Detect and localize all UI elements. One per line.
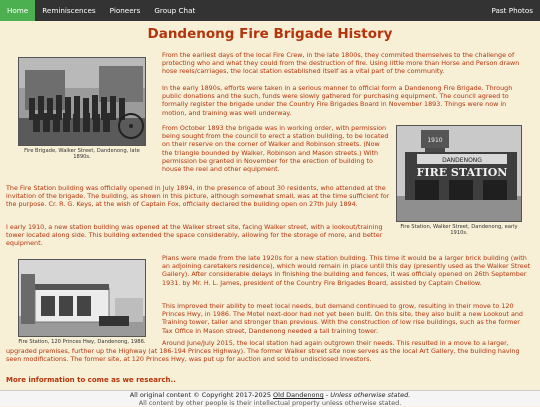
- nav-home[interactable]: Home: [0, 0, 35, 21]
- figure-fire-brigade-1890s: [18, 57, 146, 161]
- nav-reminiscences[interactable]: Reminiscences: [42, 6, 96, 15]
- paragraph-1890s-formation: In the early 1890s, efforts were taken in a serious manner to official form a Dandenong Fire Brigade. Through public donations and the such, funds were slowly gathered for purchasing equipment. The council agreed to formally register the brigade under the Country Fire Brigades Board in November 1893. Things were now in motion, and training was well underway.: [162, 84, 513, 117]
- footer-suffix: - Unless otherwise stated.: [323, 391, 411, 399]
- paragraph-october-1893: From October 1893 the brigade was in working order, with permission being sought from the council to erect a station building, to be located on their reserve on the corner of Walker and Robinson streets. (Now the triangle bounded by Walker, Robinson and Mason streets.) With permission be granted in November for the erection of building to house the reel and other equipment.: [162, 124, 389, 174]
- page-title: Dandenong Fire Brigade History: [147, 26, 393, 42]
- fire-station-photo-image: [397, 126, 522, 221]
- footer-prefix: All original content © Copyright 2017-2025: [129, 391, 274, 399]
- figure-caption: Fire Station, 120 Princes Hwy, Dandenong, 1986.: [18, 339, 146, 345]
- nav-group-chat[interactable]: Group Chat: [154, 6, 196, 15]
- figure-caption: Fire Station, Walker Street, Dandenong, early 1910s.: [400, 224, 518, 237]
- paragraph-move-2015: Around June/July 2015, the local station had again outgrown their needs. This resulted in a move to a larger, upgraded premises, further up the Highway (at 186-194 Princes Highway). The former Walker street site now serves as the local Art Gallery, the building having seen modifications. The former site, at 120 Princes Hwy, was put up for auction and sold to undisclosed investors.: [6, 339, 520, 364]
- fire-station-town-text: DANDENONG: [442, 157, 482, 164]
- paragraph-brick-building-1931: Plans were made from the late 1920s for a new station building. This time it would be a larger brick building (with an adjoining caretakers residence), which would remain in place until this day (presently used as the Walker Street Gallery). After considerable delays in finishing the building and fences, it was officialy opened on 26th September 1931. by Mr. H. L. James, president of the Country Fire Brigades Board, assisted by Captain Chellow.: [162, 254, 531, 287]
- nav-past-photos[interactable]: Past Photos: [491, 6, 533, 15]
- nav-spacer: [202, 0, 484, 21]
- fire-brigade-photo[interactable]: [18, 57, 146, 146]
- fire-station-1986-photo[interactable]: [18, 259, 146, 337]
- paragraph-new-building-1910: I early 1910, a new station building was opened at the Walker street site, facing Walker street, with a lookout/training tower located along side. This building extended the space considerably, allowing for the storage of more, and better equipment.: [6, 223, 383, 248]
- more-information-note: More information to come as we research..: [6, 376, 176, 384]
- footer-site-link[interactable]: Old Dandenong: [273, 391, 324, 399]
- fire-station-photo[interactable]: [396, 125, 522, 222]
- footer-ip-note: All content by other people is their intellectual property unless otherwise stated.: [138, 399, 402, 407]
- figure-fire-station-1986: [18, 259, 146, 345]
- fire-station-sign-text: FIRE STATION: [416, 166, 508, 179]
- footer-copyright: [0, 391, 540, 399]
- figure-caption: Fire Brigade, Walker Street, Dandenong, late 1890s.: [24, 148, 140, 161]
- fire-station-year-text: 1910: [427, 137, 443, 144]
- top-nav: [0, 0, 540, 21]
- paragraph-station-opened-1894: The Fire Station building was officially opened in July 1894, in the presence of about 30 residents, who attended at the invitation of the brigade. The building, as shown in this picture, although somewhat small, was at the time sufficient for the purpose. Cr. R. G. Keys, at the wish of Captain Fox, officially declared the building open on 27th July 1894.: [6, 184, 390, 209]
- fire-brigade-photo-image: [19, 58, 146, 145]
- nav-pioneers[interactable]: Pioneers: [109, 6, 141, 15]
- footer: [0, 390, 540, 406]
- paragraph-early-days: From the earliest days of the local Fire Crew, in the late 1800s, they commited themselves to the challenge of protecting who and what they could from the destruction of fire. Using little more than Horse and Person drawn hose reels/carriages, the local station established itself as a vital part of the community.: [162, 51, 520, 76]
- figure-fire-station-1910s: [396, 125, 522, 237]
- fire-station-1986-photo-image: [19, 260, 146, 336]
- paragraph-move-1986: This improved their ability to meet local needs, but demand continued to grow, resulting in their move to 120 Princes Hwy, in 1986. The Motel next-door had not yet been built. On this site, they also built a new Lookout and Training tower, taller and stronger than previous. With the construction of low rise buildings, such as the former Tax Office in Mason street, Dandenong needed a tall training tower.: [162, 302, 523, 335]
